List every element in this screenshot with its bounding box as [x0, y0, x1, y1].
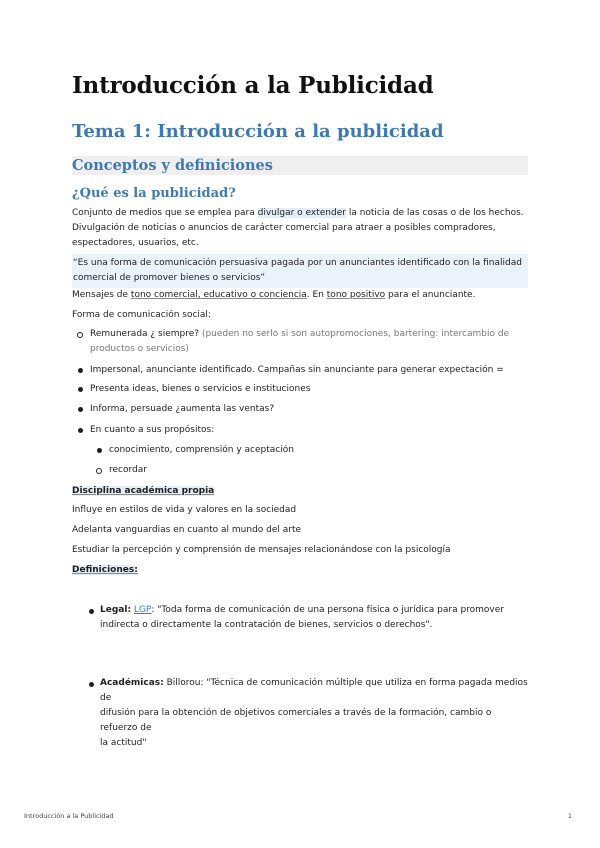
intro-line-2: Divulgación de noticias o anuncios de carácter comercial para atraer a posibles compradores,: [72, 223, 496, 233]
tema-heading: Tema 1: Introducción a la publicidad: [72, 121, 444, 142]
bullet-remunerada: [90, 327, 528, 357]
intro-line-1-a: Conjunto de medios que se emplea para: [72, 208, 258, 218]
disciplina-heading: [72, 484, 528, 499]
definiciones-heading-text: Definiciones:: [72, 565, 138, 575]
bullet-dot-icon: [97, 448, 102, 453]
legal-label: Legal:: [100, 605, 132, 615]
bullet-propositos: En cuanto a sus propósitos:: [90, 425, 215, 435]
bullet-presenta: Presenta ideas, bienes o servicios e instituciones: [90, 384, 311, 394]
academicas-text-1: : "Técnica de comunicación múltiple que utiliza en forma pagada medios de: [100, 678, 528, 703]
intro-line-3: espectadores, usuarios, etc.: [72, 238, 199, 248]
mensajes-c: . En: [306, 290, 327, 300]
bullet-circle-icon: [96, 468, 102, 474]
definicion-legal: [100, 603, 528, 633]
academicas-author: Billorou: [163, 678, 201, 688]
document-title: Introducción a la Publicidad: [72, 72, 434, 99]
academicas-label: Académicas:: [100, 678, 164, 688]
remunerada-label: Remunerada ¿ siempre?: [90, 329, 200, 339]
disciplina-heading-text: Disciplina académica propia: [72, 486, 215, 496]
disciplina-line-1: Influye en estilos de vida y valores en la sociedad: [72, 505, 297, 515]
quote-line-1: “Es una forma de comunicación persuasiva pagada por un anunciantes identificado con la finalidad: [73, 258, 522, 268]
bullet-dot-icon: [89, 609, 94, 614]
legal-text-1: : "Toda forma de comunicación de una persona física o jurídica para promover: [151, 605, 505, 615]
bullet-circle-icon: [77, 332, 83, 338]
academicas-text-3: la actitud": [100, 738, 147, 748]
remunerada-note-1: (pueden no serlo si son autopromociones, bartering: intercambio de: [199, 329, 510, 339]
quote-line-2: comercial de promover bienes o servicios”: [73, 273, 266, 283]
lgp-link[interactable]: LGP: [133, 605, 152, 615]
bullet-informa: Informa, persuade ¿aumenta las ventas?: [90, 404, 275, 414]
bullet-impersonal: Impersonal, anunciante identificado. Campañas sin anunciante para generar expectación =: [90, 365, 504, 375]
academicas-text-2: difusión para la obtención de objetivos comerciales a través de la formación, cambio o refuerzo de: [100, 708, 492, 733]
subbullet-conocimiento: conocimiento, comprensión y aceptación: [109, 445, 294, 455]
bullet-dot-icon: [78, 407, 83, 412]
mensajes-a: Mensajes de: [72, 290, 131, 300]
page-number: 1: [567, 812, 572, 820]
question-heading: ¿Qué es la publicidad?: [72, 186, 236, 201]
disciplina-line-2: Adelanta vanguardias en cuanto al mundo del arte: [72, 525, 302, 535]
bullet-dot-icon: [89, 682, 94, 687]
mensajes-e: para el anunciante.: [385, 290, 476, 300]
definicion-academicas: [100, 676, 528, 751]
intro-line-1: [72, 206, 528, 221]
definition-quote: [72, 254, 528, 288]
remunerada-note-2: productos o servicios): [90, 344, 189, 354]
mensajes-tono-positivo: tono positivo: [326, 290, 386, 300]
footer-title: Introducción a la Publicidad: [24, 812, 114, 820]
disciplina-line-3: Estudiar la percepción y comprensión de mensajes relacionándose con la psicología: [72, 545, 451, 555]
section-heading: Conceptos y definiciones: [72, 156, 528, 175]
bullet-dot-icon: [78, 387, 83, 392]
mensajes-tono-comercial: tono comercial, educativo o conciencia: [130, 290, 307, 300]
intro-highlight: divulgar o extender: [257, 208, 346, 218]
mensajes-line: [72, 288, 528, 303]
subbullet-recordar: recordar: [109, 465, 147, 475]
intro-line-1-c: la noticia de las cosas o de los hechos.: [345, 208, 524, 218]
forma-line: Forma de comunicación social:: [72, 310, 211, 320]
legal-text-2: indirecta o directamente la contratación de bienes, servicios o derechos".: [100, 620, 433, 630]
bullet-dot-icon: [78, 368, 83, 373]
definiciones-heading: [72, 563, 528, 578]
bullet-dot-icon: [78, 428, 83, 433]
intro-paragraph: [72, 206, 528, 251]
